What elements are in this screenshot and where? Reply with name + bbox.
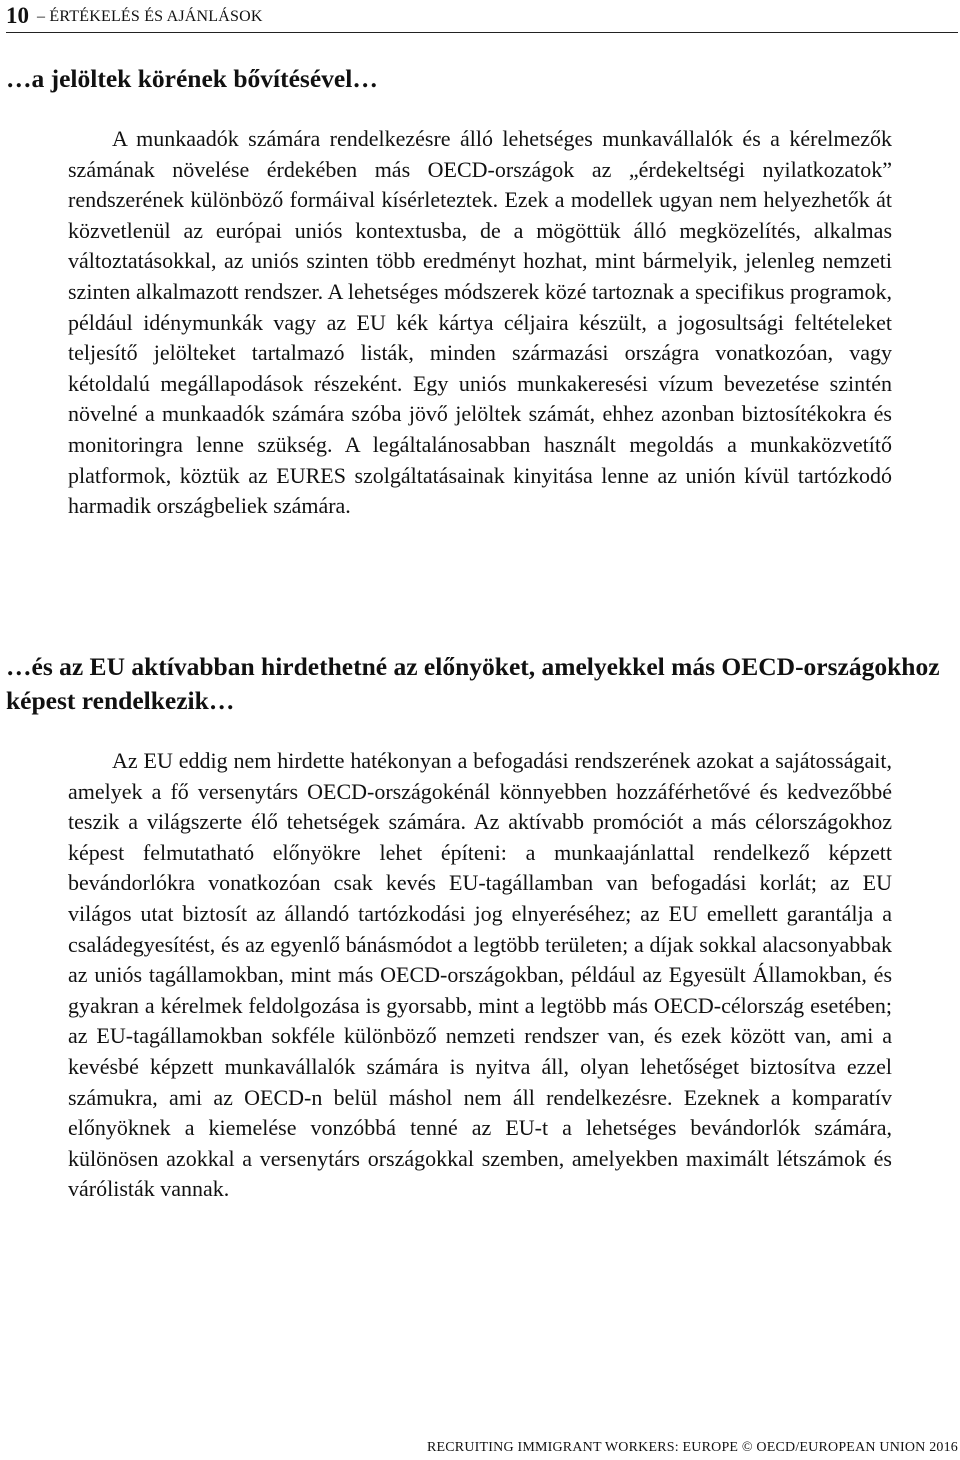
- page-number: 10: [6, 3, 29, 28]
- page-footer: RECRUITING IMMIGRANT WORKERS: EUROPE © OECD/EUROPEAN UNION 2016: [426, 1440, 958, 1455]
- section-name: – ÉRTÉKELÉS ÉS AJÁNLÁSOK: [37, 8, 263, 25]
- body-paragraph: Az EU eddig nem hirdette hatékonyan a befogadási rendszerének azokat a sajátosságait, amelyek a fő versenytárs OECD-országokénál könnyebben hozzáférhetővé és kedvezőbbé teszik a világszerte élő tehetségek számára. Az aktívabb promóciót a más célországokhoz képest felmutatható előnyökre lehet építeni: a munkaajánlattal rendelkező képzett bevándorlókra vonatkozóan csak kevés EU-tagállamban van befogadási korlát; az EU világos utat biztosít az állandó tartózkodási jog elnyeréséhez; az EU emellett garantálja a családegyesítést, és az egyenlő bánásmódot a legtöbb területen; a díjak sokkal alacsonyabbak az uniós tagállamokban, mint más OECD-országokban, például az Egyesült Államokban, és gyakran a kérelmek feldolgozása is gyorsabb, mint a legtöbb más OECD-célország esetében; az EU-tagállamokban sokféle különböző nemzeti rendszer van, és ezek között van, ami a kevésbé képzett munkavállalók számára is nyitva áll, olyan lehetőséget biztosítva ezzel számukra, ami az OECD-n belül máshol nem áll rendelkezésre. Ezeknek a komparatív előnyöknek a kiemelése vonzóbbá tenné az EU-t a lehetséges bevándorlók számára, különösen azokkal a versenytárs országokkal szemben, amelyekben maximált létszámok és várólisták vannak.: [68, 748, 892, 1202]
- page-header: [6, 2, 958, 33]
- section-heading: …és az EU aktívabban hirdethetné az előnyöket, amelyekkel más OECD-országokhoz képest rendelkezik…: [6, 652, 940, 715]
- section-heading: …a jelöltek körének bővítésével…: [6, 64, 378, 93]
- body-paragraph: A munkaadók számára rendelkezésre álló lehetséges munkavállalók és a kérelmezők számának növelése érdekében más OECD-országok az „érdekeltségi nyilatkozatok” rendszerének különböző formáival kísérleteztek. Ezek a modellek ugyan nem helyezhetők át közvetlenül az európai uniós kontextusba, de a mögöttük álló megközelítés, alkalmas változtatásokkal, az uniós szinten több eredményt hozhat, mint bármelyik, jelenleg nemzeti szinten alkalmazott rendszer. A lehetséges módszerek közé tartoznak a specifikus programok, például idénymunkák vagy az EU kék kártya céljaira készült, a jogosultsági feltételeket teljesítő jelölteket tartalmazó listák, minden származási országra vonatkozóan, vagy kétoldalú megállapodások részeként. Egy uniós munkakeresési vízum bevezetése szintén növelné a munkaadók számára szóba jövő jelöltek számát, ehhez azonban biztosítékokra és monitoringra lenne szükség. A legáltalánosabban használt megoldás a munkaközvetítő platformok, köztük az EURES szolgáltatásainak kinyitása lenne az unión kívül tartózkodó harmadik országbeliek számára.: [68, 126, 892, 519]
